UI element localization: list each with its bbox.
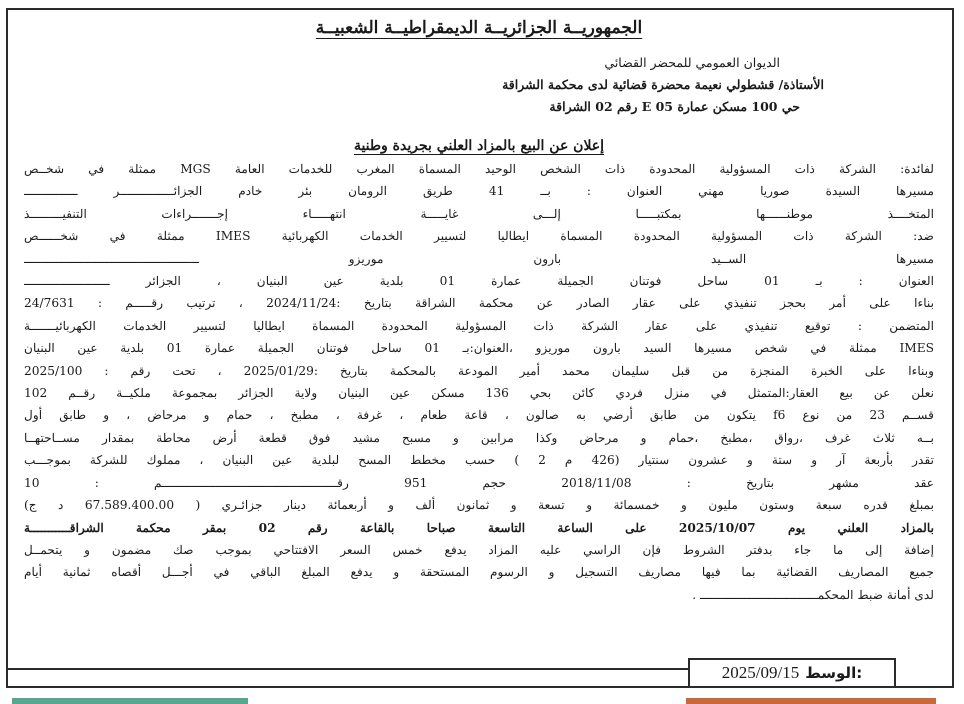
notice-line: لفائدة: الشركة ذات المسؤولية المحدودة ذات الشخص الوحيد المسماة المغرب للخدمات العامة MGS ممثلة في شخــص — [24, 162, 934, 176]
notice-line: ضد: الشركة ذات المسؤولية المحدودة المسماة ايطاليا لتسيير الخدمات الكهربائية IMES ممثلة في شخــــــص — [24, 229, 934, 244]
notice-line: بــه ثلاث غرف ،رواق ،مطبخ ،حمام و مرحاض وكذا مرابين و مسبح مشيد فوق قطعة أرض محاطة بمقدار مســاحتهــا — [24, 430, 934, 445]
left-accent-bar — [12, 698, 248, 704]
auction-date-line: بالمزاد العلني يوم 2025/10/07 على الساعة التاسعة صباحا بالقاعة رقم 02 بمقر محكمة الشراقـــــــــــة — [24, 520, 934, 535]
notice-line: العنوان : بـ 01 ساحل فوتنان الجميلة عمارة 01 بلدية عين البنيان ، الجزائر ــــــــــــــــــــــــ — [24, 274, 934, 289]
right-accent-bar — [686, 698, 936, 704]
publication-date: 2025/09/15 — [721, 663, 800, 682]
notice-line: نعلن عن بيع العقار:المتمثل في منزل فردي كائن بحي 136 مسكن عين البنيان ولاية الجزائر بمجموعة ملكيــة رقــم 102 — [24, 386, 934, 401]
notice-line: جميع المصاريف القضائية بما فيها مصاريف التسجيل و الرسوم المستحقة و يدفع المبلغ الباقي في أجـــل أقصاه ثمانية أيام — [24, 565, 934, 580]
notice-line: قســم 23 من نوع f6 يتكون من طابق أرضي به صالون ، قاعة طعام ، غرفة ، مطبخ ، حمام و مرحاض ، و طابق أول — [24, 408, 934, 423]
notice-line: مسيرها السيدة صوريا مهني العنوان : بــ 41 طريق الرومان بئر خادم الجزائـــــــــــــــر ـــــــــــــــ — [24, 184, 934, 199]
notice-line: بمبلغ قدره سبعة وستون مليون و خمسمائة و تسعة و ثمانون ألف و أربعمائة دينار جزائـري ( 67.589.400.00 د ج) — [24, 498, 934, 513]
newspaper-name: الوسط: — [805, 664, 863, 682]
notice-line: عقد مشهر بتاريخ : 2018/11/08 حجم 951 رقـــــــــــــــــــــــــــــــــــــــــــــــــم : 10 — [24, 475, 934, 490]
office-address: حي 100 مسكن عمارة E 05 رقم 02 الشراقة — [549, 99, 800, 114]
office-name: الديوان العمومي للمحضر القضائي — [604, 55, 780, 70]
bailiff-header — [24, 52, 824, 118]
notice-title: إعلان عن البيع بالمزاد العلني بجريدة وطنية — [353, 138, 605, 154]
notice-line: إضافة إلى ما جاء بدفتر الشروط فإن الراسي عليه المزاد يدفع خمس السعر الافتتاحي بموجب صك مضمون و يتحمــل — [24, 542, 934, 557]
notice-line: IMES ممثلة في شخص مسيرها السيد بارون موريزو ،العنوان:بـ 01 ساحل فوتنان الجميلة عمارة 01 بلدية عين البنيان — [24, 341, 934, 356]
bailiff-name: الأستاذة/ قشطولي نعيمة محضرة قضائية لدى محكمة الشراقة — [502, 77, 824, 92]
notice-line: تقدر بأربعة آر و ستة و عشرون سنتيار (426 م 2 ) حسب مخطط المسح لبلدية عين البنيان ، مملوك للشركة بموجـــب — [24, 453, 934, 468]
notice-body — [24, 158, 934, 606]
legal-notice-document — [24, 18, 934, 606]
notice-line: المتضمن : توقيع تنفيذي على عقار الشركة ذات المسؤولية المحدودة المسماة ايطاليا لتسيير الخدمات الكهربائيـــــــة — [24, 318, 934, 333]
notice-line: المتخــــذ موطنــــــها بمكتبـــــا إلـــى غايـــــة انتهـــــاء إجـــــــراءات التنفيـــــــــذ — [24, 206, 934, 221]
bottom-rule — [6, 668, 694, 670]
notice-line: وبناءا على الخبرة المنجزة من قبل سليمان محمد أمير المودعة بالمحكمة بتاريخ :2025/01/29 ، تحت رقم : 2025/100 — [24, 363, 934, 378]
newspaper-signature-box — [688, 658, 896, 688]
notice-line: بناءا على أمر بحجز تنفيذي على عقار الصادر عن محكمة الشراقة بتاريخ :2024/11/24 ، ترتيب رقـــــم : 24/7631 — [24, 296, 934, 311]
notice-line: لدى أمانة ضبط المحكمـــــــــــــــــــــــــــــــــ . — [692, 587, 934, 602]
republic-title: الجمهوريــة الجزائريــة الديمقراطيــة الشعبيــة — [315, 18, 643, 38]
notice-line: مسيرها الســيد بارون موريزو ـــــــــــــــــــــــــــــــــــــــــــــــــ — [24, 251, 934, 266]
